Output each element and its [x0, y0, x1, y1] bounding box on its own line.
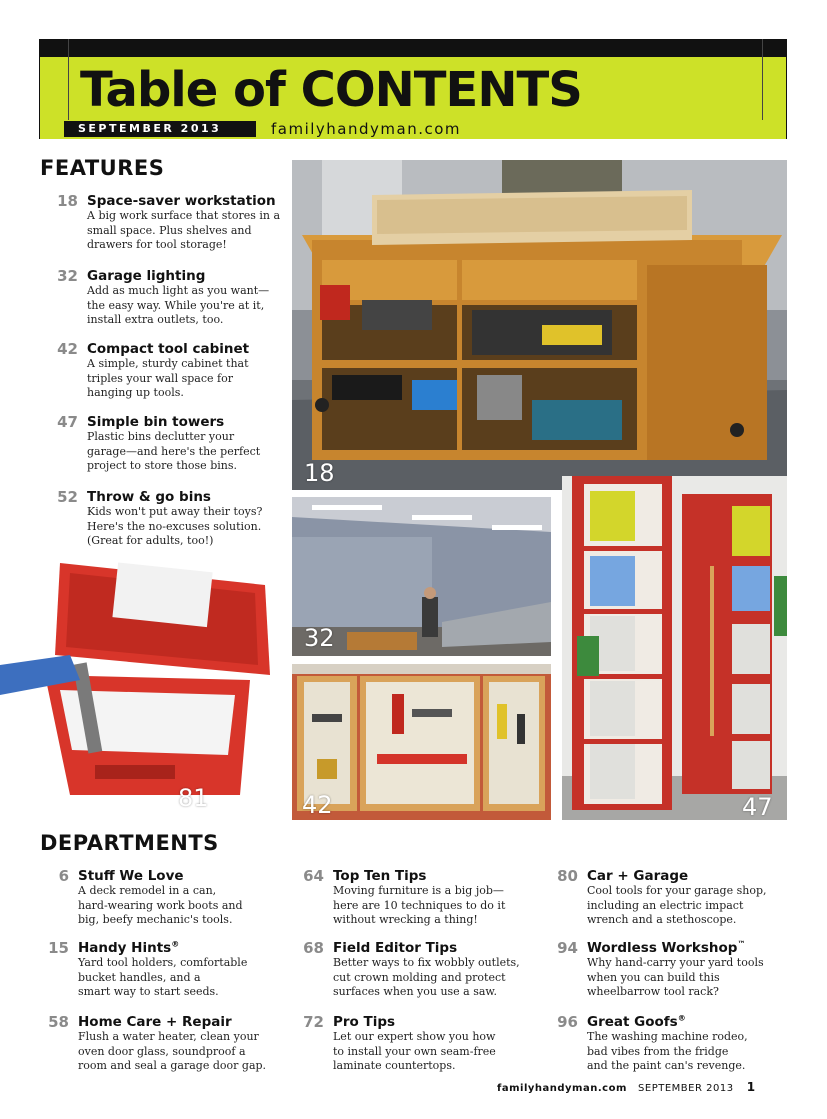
entry-description-line: A simple, sturdy cabinet that: [87, 357, 249, 370]
entry-description-line: bad vibes from the fridge: [587, 1044, 729, 1058]
entry-title[interactable]: [587, 867, 688, 885]
entry-description-line: Kids won't put away their toys?: [87, 505, 263, 518]
entry-title[interactable]: [333, 867, 426, 885]
entry-description: [587, 1030, 748, 1074]
garage-lighting-page-number: 32: [304, 624, 335, 652]
entry-description-line: A big work surface that stores in a: [87, 209, 281, 222]
entry-description-line: Why hand-carry your yard tools: [587, 956, 764, 969]
entry-description: [78, 1030, 266, 1074]
entry-description-line: garage—and here's the perfect: [87, 444, 261, 458]
entry-description-line: Let our expert show you how: [333, 1030, 496, 1043]
page-title: Table of CONTENTS: [80, 62, 582, 118]
entry-title-text: Car + Garage: [587, 868, 689, 884]
entry-description-line: Better ways to fix wobbly outlets,: [333, 956, 520, 969]
page-footer: [497, 1080, 755, 1096]
entry-page-number: 80: [557, 867, 578, 885]
bin-towers-page-number: 47: [742, 793, 773, 820]
entry-page-number: 94: [557, 939, 578, 957]
entry-title-text: Stuff We Love: [78, 868, 184, 884]
entry-description: [333, 1030, 496, 1074]
entry-description: [87, 357, 249, 401]
footer-date: SEPTEMBER 2013: [638, 1083, 734, 1094]
entry-page-number: 6: [58, 867, 69, 885]
entry-description: [87, 505, 262, 549]
toc-entry[interactable]: [37, 939, 287, 999]
entry-description-line: Here's the no-excuses solution.: [87, 519, 262, 533]
entry-description-line: Plastic bins declutter your: [87, 430, 235, 443]
entry-description-line: Flush a water heater, clean your: [78, 1030, 259, 1043]
entry-title[interactable]: [587, 939, 745, 957]
entry-description: [333, 956, 520, 1000]
parts-washer-page-number: 81: [178, 784, 209, 812]
entry-description-line: here are 10 techniques to do it: [333, 898, 506, 912]
entry-page-number: 42: [57, 340, 78, 358]
entry-page-number: 72: [303, 1013, 324, 1031]
toc-entry[interactable]: [46, 340, 296, 400]
entry-title[interactable]: [333, 939, 457, 957]
entry-title-text: Great Goofs: [587, 1014, 678, 1030]
entry-description-line: room and seal a garage door gap.: [78, 1059, 267, 1072]
entry-description-line: smart way to start seeds.: [78, 985, 219, 998]
entry-description-line: small space. Plus shelves and: [87, 223, 252, 237]
entry-description: [87, 209, 280, 253]
garage-lighting-photo[interactable]: [292, 497, 551, 656]
entry-title-text: Home Care + Repair: [78, 1014, 232, 1030]
entry-page-number: 96: [557, 1013, 578, 1031]
entry-description-line: laminate countertops.: [333, 1059, 456, 1072]
entry-description-line: A deck remodel in a can,: [78, 884, 217, 897]
entry-description: [78, 956, 247, 1000]
entry-description-line: Yard tool holders, comfortable: [78, 956, 248, 969]
entry-title[interactable]: [78, 939, 179, 957]
toc-entry[interactable]: [546, 867, 796, 927]
entry-title-text: Handy Hints: [78, 940, 172, 956]
entry-description-line: to install your own seam-free: [333, 1044, 496, 1058]
entry-description-line: big, beefy mechanic's tools.: [78, 913, 233, 926]
entry-description-line: surfaces when you use a saw.: [333, 985, 498, 998]
tool-cabinet-photo[interactable]: [292, 664, 551, 820]
toc-entry[interactable]: [546, 1013, 796, 1073]
entry-description-line: the easy way. While you're at it,: [87, 298, 265, 312]
entry-description-line: hard-wearing work boots and: [78, 898, 243, 912]
entry-title[interactable]: [87, 488, 211, 506]
entry-description: [87, 430, 260, 474]
header-tick-left: [68, 39, 69, 120]
entry-title[interactable]: [333, 1013, 395, 1031]
entry-description-line: bucket handles, and a: [78, 970, 201, 984]
entry-description-line: Add as much light as you want—: [87, 284, 270, 297]
entry-title[interactable]: [78, 867, 184, 885]
entry-title-mark: ®: [171, 939, 180, 949]
entry-page-number: 15: [48, 939, 69, 957]
entry-page-number: 32: [57, 267, 78, 285]
entry-description-line: Moving furniture is a big job—: [333, 884, 504, 897]
entry-description-line: Cool tools for your garage shop,: [587, 884, 767, 897]
entry-title-text: Compact tool cabinet: [87, 341, 250, 357]
workstation-photo[interactable]: [292, 160, 787, 490]
entry-title-text: Top Ten Tips: [333, 868, 427, 884]
entry-title-text: Simple bin towers: [87, 414, 225, 430]
entry-description-line: drawers for tool storage!: [87, 238, 227, 251]
entry-title-mark: ®: [677, 1013, 686, 1023]
entry-title[interactable]: [87, 192, 276, 210]
header-tick-right: [762, 39, 763, 120]
entry-page-number: 64: [303, 867, 324, 885]
entry-page-number: 18: [57, 192, 78, 210]
toc-entry[interactable]: [46, 267, 296, 327]
toc-entry[interactable]: [292, 867, 542, 927]
issue-date: SEPTEMBER 2013: [64, 121, 256, 137]
tool-cabinet-page-number: 42: [302, 791, 333, 819]
entry-page-number: 52: [57, 488, 78, 506]
toc-entry[interactable]: [546, 939, 796, 999]
bin-towers-illustration: [562, 476, 787, 820]
entry-description-line: install extra outlets, too.: [87, 313, 224, 326]
site-url[interactable]: familyhandyman.com: [271, 120, 462, 138]
entry-page-number: 47: [57, 413, 78, 431]
toc-entry[interactable]: [292, 1013, 542, 1073]
entry-description: [87, 284, 269, 328]
entry-title[interactable]: [587, 1013, 686, 1031]
toc-entry[interactable]: [46, 192, 296, 252]
entry-title-text: Pro Tips: [333, 1014, 396, 1030]
entry-description-line: when you can build this: [587, 970, 720, 984]
workstation-illustration: [292, 160, 787, 490]
entry-description-line: triples your wall space for: [87, 371, 233, 385]
entry-description-line: The washing machine rodeo,: [587, 1030, 748, 1043]
footer-page-number: 1: [746, 1080, 756, 1094]
entry-title-text: Garage lighting: [87, 268, 206, 284]
entry-description: [333, 884, 505, 928]
entry-description: [587, 956, 764, 1000]
header-top-bar: [39, 39, 787, 57]
entry-title[interactable]: [87, 340, 249, 358]
bin-towers-photo[interactable]: [562, 476, 787, 820]
toc-entry[interactable]: [37, 1013, 287, 1073]
entry-title-text: Space-saver workstation: [87, 193, 276, 209]
entry-description-line: (Great for adults, too!): [87, 534, 214, 547]
entry-page-number: 58: [48, 1013, 69, 1031]
entry-title[interactable]: [87, 413, 224, 431]
footer-site-url[interactable]: familyhandyman.com: [497, 1083, 627, 1094]
entry-title[interactable]: [87, 267, 205, 285]
entry-description-line: wheelbarrow tool rack?: [587, 985, 719, 998]
toc-entry[interactable]: [37, 867, 287, 927]
workstation-page-number: 18: [304, 459, 335, 487]
entry-description-line: including an electric impact: [587, 898, 744, 912]
entry-description: [78, 884, 243, 928]
entry-title[interactable]: [78, 1013, 232, 1031]
entry-title-text: Throw & go bins: [87, 489, 211, 505]
toc-entry[interactable]: [292, 939, 542, 999]
toc-entry[interactable]: [46, 488, 296, 548]
entry-description: [587, 884, 766, 928]
entry-description-line: and the paint can's revenge.: [587, 1059, 746, 1072]
entry-title-text: Field Editor Tips: [333, 940, 458, 956]
entry-description-line: wrench and a stethoscope.: [587, 913, 737, 926]
entry-description-line: hanging up tools.: [87, 386, 184, 399]
entry-description-line: project to store those bins.: [87, 459, 237, 472]
entry-description-line: without wrecking a thing!: [333, 913, 478, 926]
parts-washer-illustration: [0, 555, 285, 815]
features-heading: FEATURES: [40, 156, 165, 180]
entry-page-number: 68: [303, 939, 324, 957]
departments-heading: DEPARTMENTS: [40, 831, 219, 855]
entry-description-line: oven door glass, soundproof a: [78, 1044, 246, 1058]
parts-washer-photo[interactable]: [0, 555, 285, 815]
toc-entry[interactable]: [46, 413, 296, 473]
entry-title-text: Wordless Workshop: [587, 940, 738, 956]
entry-description-line: cut crown molding and protect: [333, 970, 506, 984]
entry-title-mark: ™: [737, 939, 746, 949]
